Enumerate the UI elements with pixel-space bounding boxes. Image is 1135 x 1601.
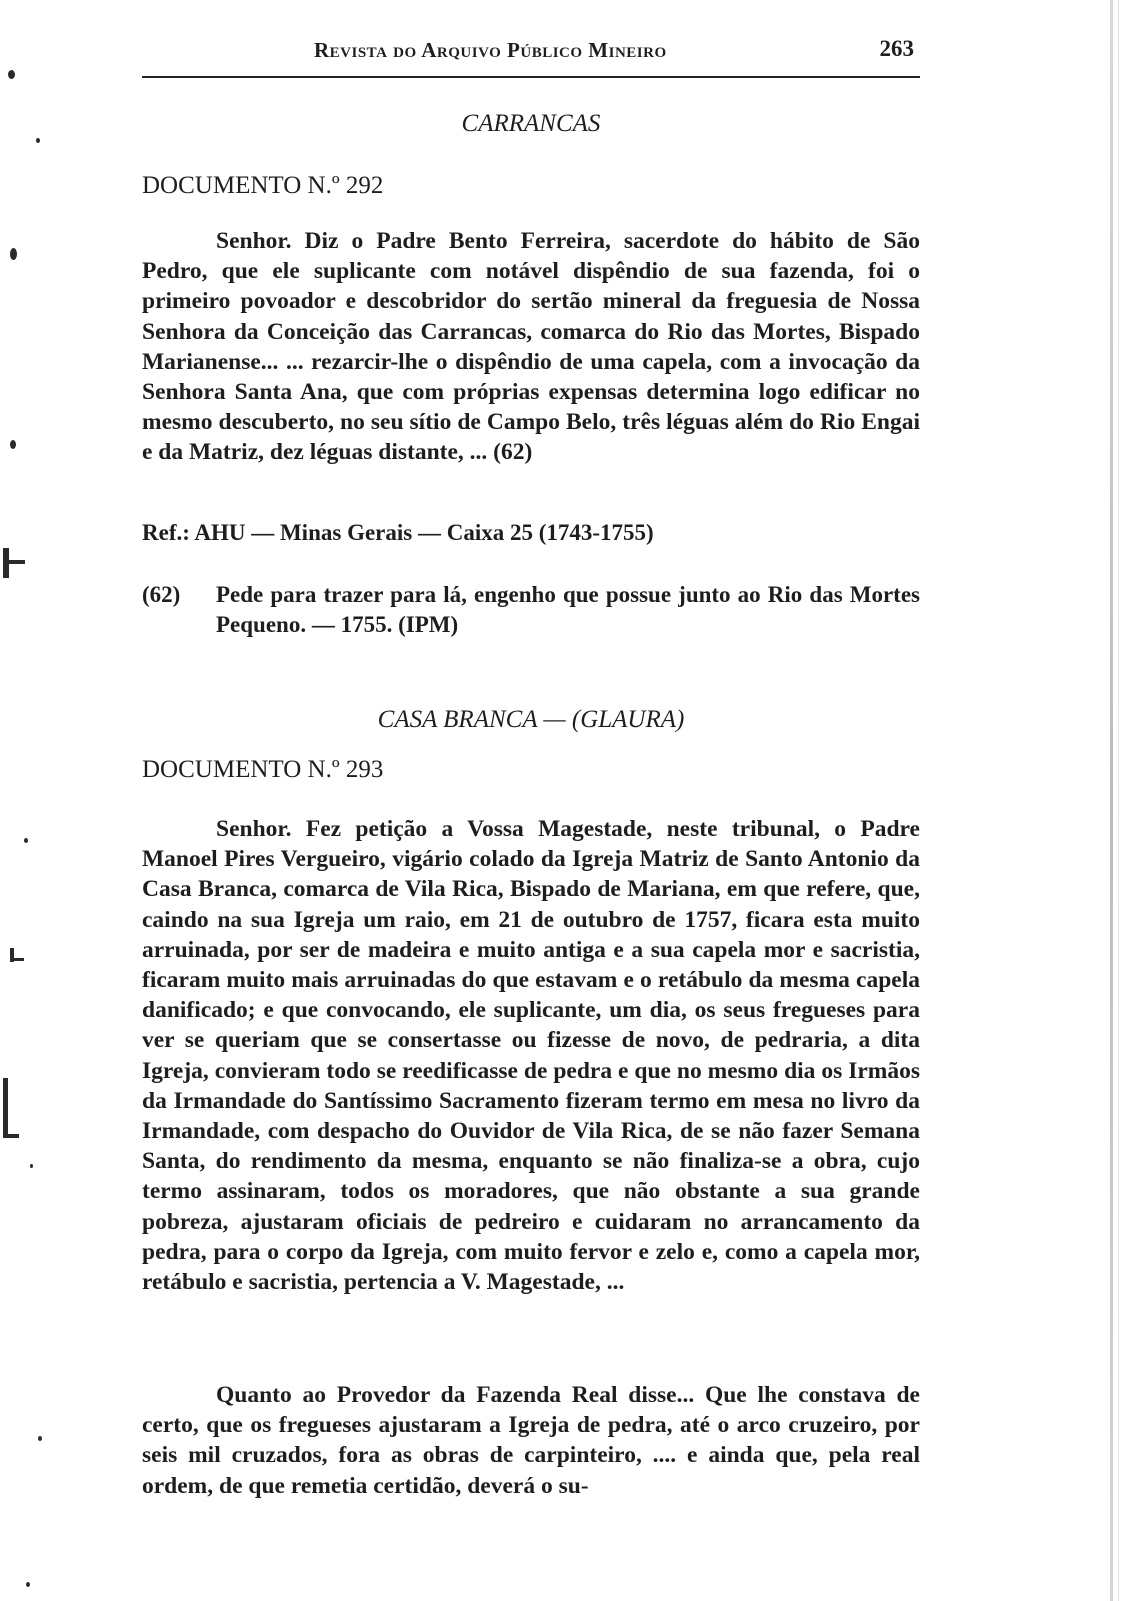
scan-speck [24,838,28,843]
scan-mark [3,1078,8,1138]
running-title: Revista do Arquivo Público Mineiro [314,38,667,62]
document-label: DOCUMENTO N.º 293 [142,756,384,783]
scan-speck [36,138,40,143]
scan-mark [3,560,25,564]
archive-reference: Ref.: AHU — Minas Gerais — Caixa 25 (1743-1755) [142,520,654,545]
document-body: Senhor. Diz o Padre Bento Ferreira, sacerdote do hábito de São Pedro, que ele suplicante com notável dispêndio de sua fazenda, foi o primeiro povoador e descobridor do sertão mineral da freguesia de Nossa Senhora da Conceição das Carrancas, comarca do Rio das Mortes, Bispado Marianense... ... rezarcir-lhe o dispêndio de uma capela, com a invocação da Senhora Santa Ana, que com próprias expensas determina logo edificar no mesmo descuberto, no seu sítio de Campo Belo, três léguas além do Rio Engai e da Matriz, dez léguas distante, ... (62) [142,228,920,466]
scan-edge-inner [1118,0,1119,1601]
document-body-continued: Quanto ao Provedor da Fazenda Real disse... Que lhe constava de certo, que os fregueses ajustaram a Igreja de pedra, até o arco cruzeiro, por seis mil cruzados, fora as obras de carpinteiro, .... e ainda que, pela real ordem, de que remetia certidão, deverá o su- [142,1382,920,1499]
footnote-text: Pede para trazer para lá, engenho que possue junto ao Rio das Mortes Pequeno. — 1755. (IPM) [216,582,920,637]
scan-edge [1110,0,1113,1601]
section-heading: CASA BRANCA — (GLAURA) [377,706,685,733]
document-label: DOCUMENTO N.º 292 [142,172,384,199]
page-header [142,36,920,78]
scan-mark [3,1134,19,1138]
scan-speck [10,440,16,449]
page-number: 263 [879,36,914,61]
scan-speck [8,70,15,79]
scan-speck [10,248,17,260]
footnote-mark: (62) [142,582,181,607]
document-body: Senhor. Fez petição a Vossa Magestade, neste tribunal, o Padre Manoel Pires Vergueiro, vigário colado da Igreja Matriz de Santo Antonio da Casa Branca, comarca de Vila Rica, Bispado de Mariana, em que refere, que, caindo na sua Igreja um raio, em 21 de outubro de 1757, ficara esta muito arruinada, por ser de madeira e muito antiga e a sua capela mor e sacristia, ficaram muito mais arruinadas do que estavam e o retábulo da mesma capela danificado; e que convocando, ele suplicante, um dia, os seus fregueses para ver se queriam que se consertasse ou fizesse de novo, de pedraria, a dita Igreja, convieram todo se reedificasse de pedra e que no mesmo dia os Irmãos da Irmandade do Santíssimo Sacramento fizeram termo em mesa no livro da Irmandade, com despacho do Ouvidor de Vila Rica, de se não fazer Semana Santa, do rendimento da mesma, enquanto se não finaliza-se a obra, cujo termo assinaram, todos os moradores, que não obstante a sua grande pobreza, ajustaram oficiais de pedreiro e cuidaram no arrancamento da pedra, para o corpo da Igreja, com muito fervor e zelo e, como a capela mor, retábulo e sacristia, pertencia a V. Magestade, ... [142,816,920,1296]
scan-speck [26,1582,30,1587]
section-heading: CARRANCAS [461,110,601,137]
scan-speck [30,1164,33,1168]
scan-speck [38,1436,42,1441]
scan-mark [10,958,24,961]
